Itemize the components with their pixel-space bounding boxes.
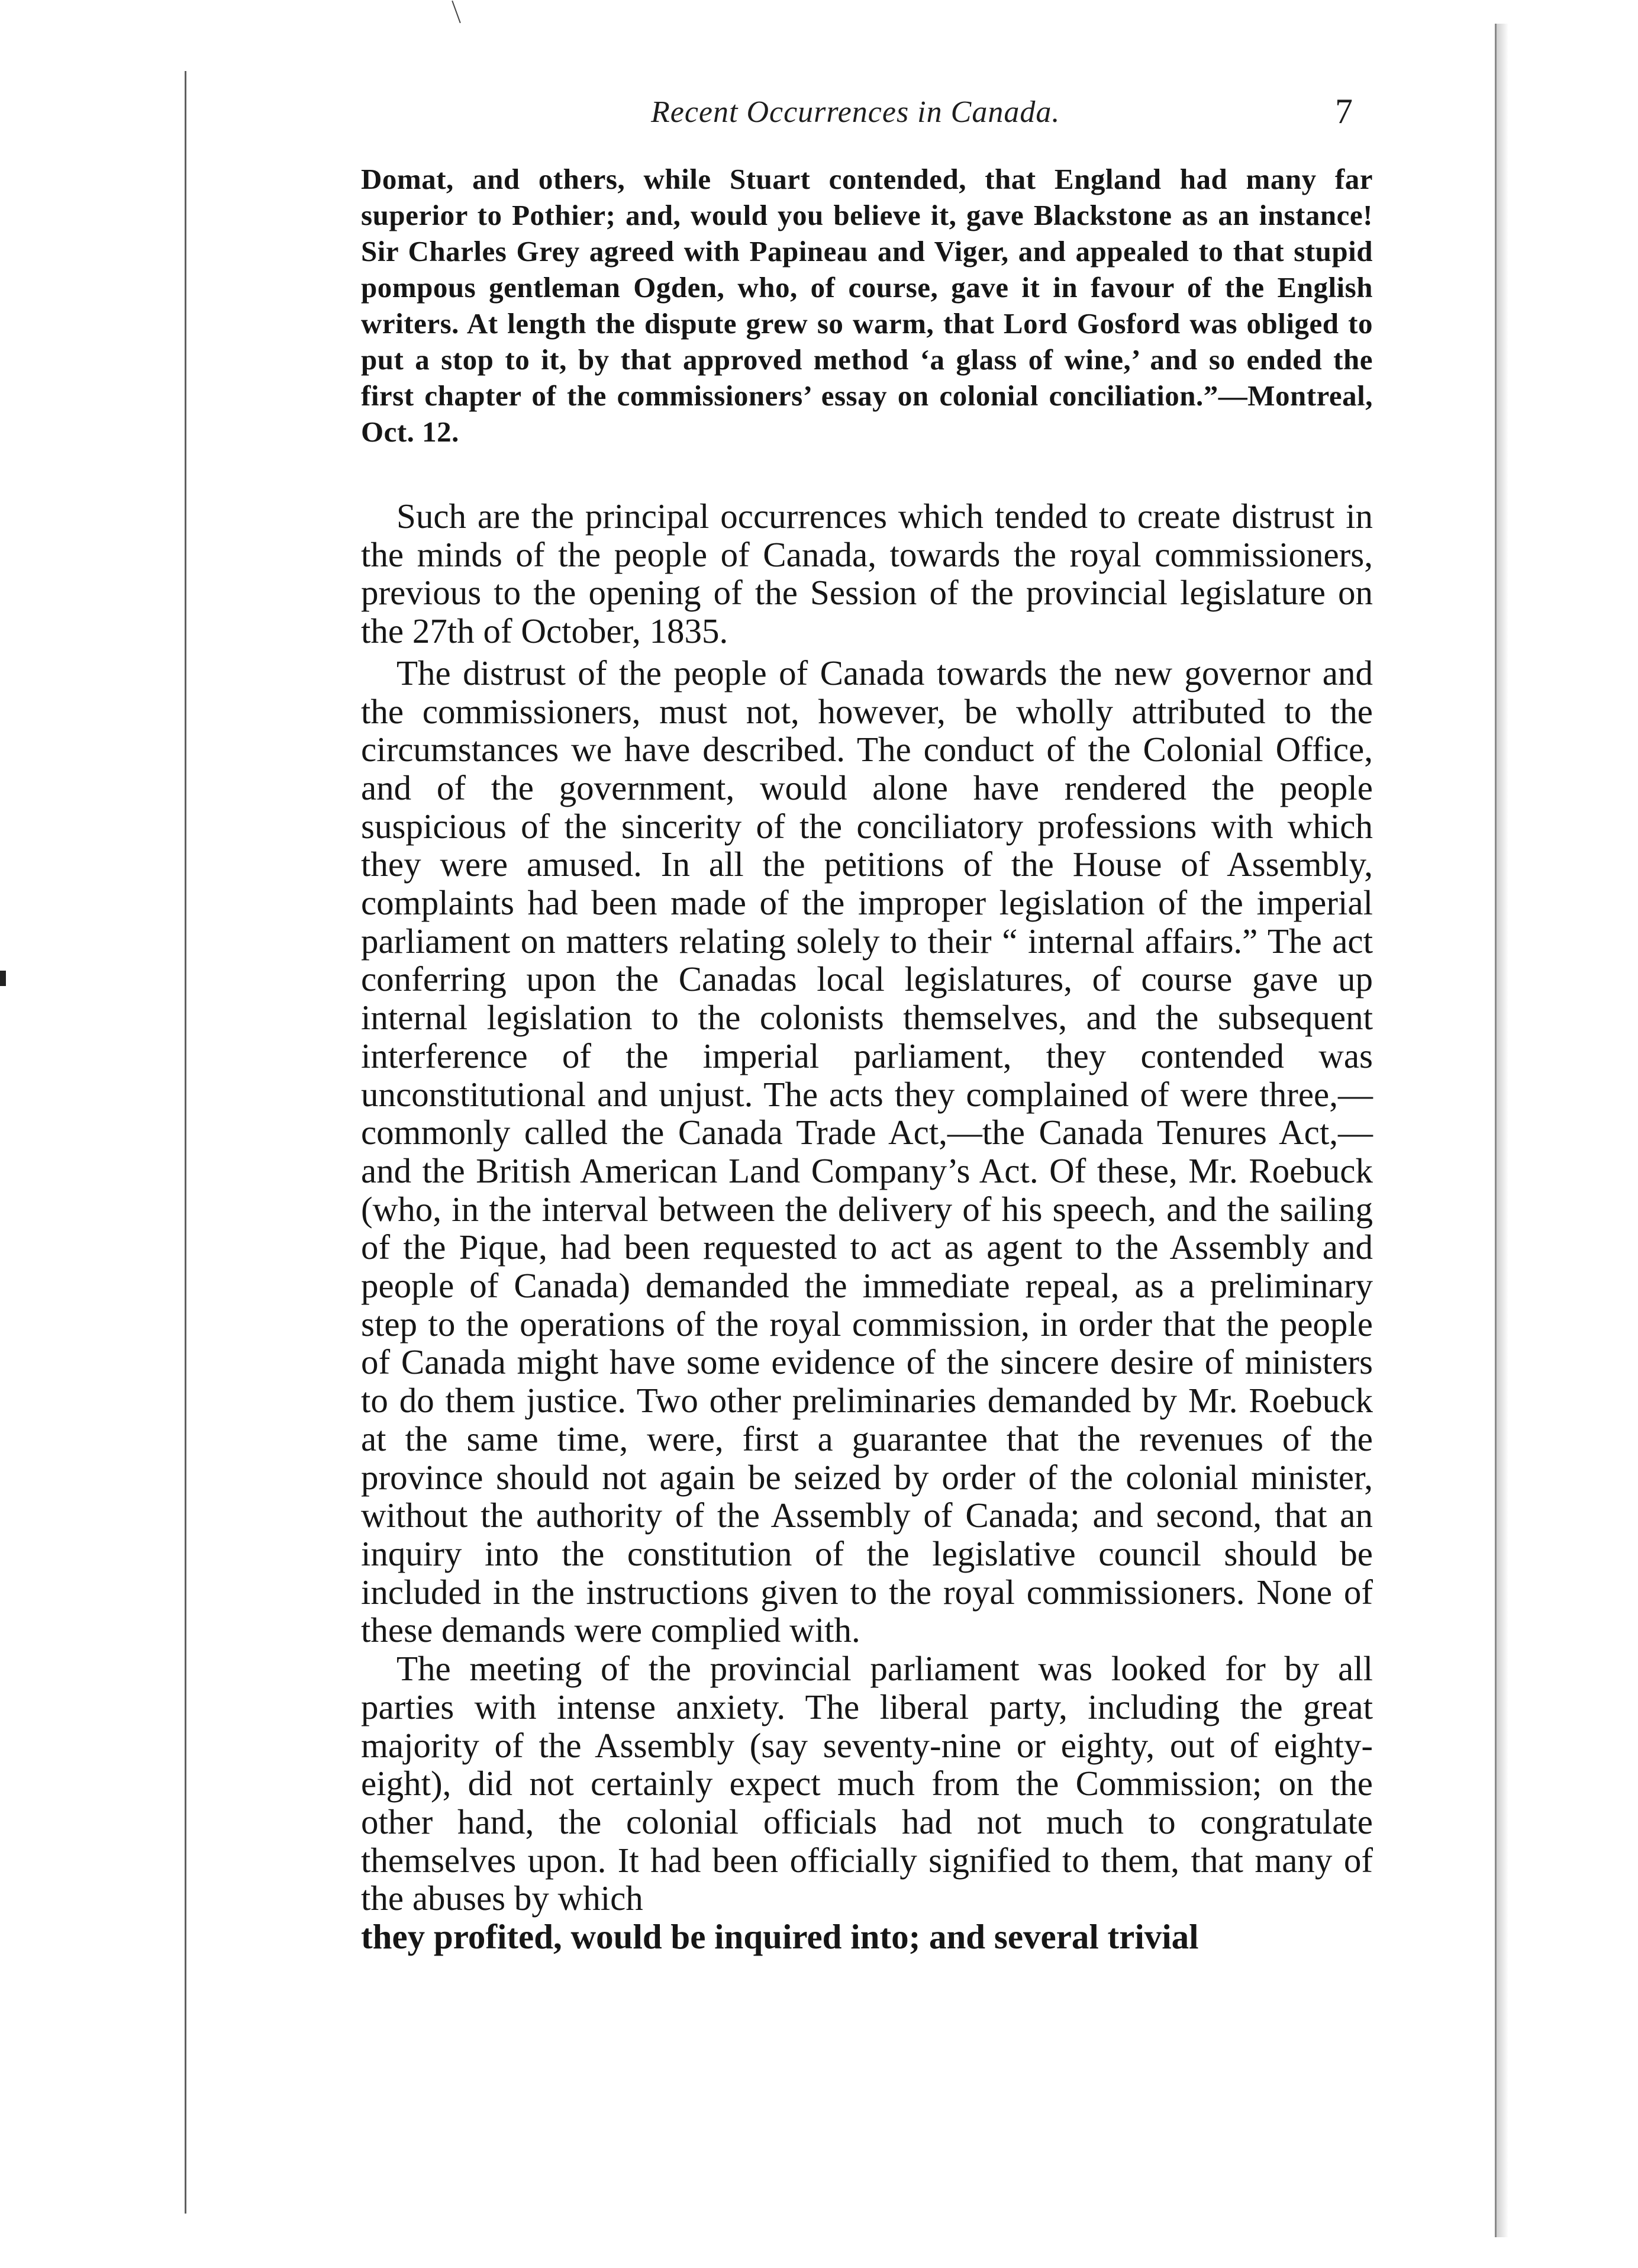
quoted-passage — [361, 161, 1373, 450]
quote-paragraph: Domat, and others, while Stuart contended, that England had many far superior to Pothier; and, would you believe it, gave Blackstone as an instance! Sir Charles Grey agreed with Papineau and Viger, and appealed to that stupid pompous gentleman Ogden, who, of course, gave it in favour of the English writers. At length the dispute grew so warm, that Lord Gosford was obliged to put a stop to it, by that approved method ‘a glass of wine,’ and so ended the first chapter of the commissioners’ essay on colonial conciliation.”—Montreal, Oct. 12. — [361, 163, 1373, 448]
body-paragraph-1: Such are the principal occurrences which tended to create distrust in the minds of the people of Canada, towards the royal commissioners, previous to the opening of the Session of the provincial legislature on the 27th of October, 1835. — [361, 497, 1373, 651]
body-text — [361, 497, 1373, 1956]
body-last-line: they profited, would be inquired into; and several trivial — [361, 1917, 1199, 1957]
running-title: Recent Occurrences in Canada. — [651, 95, 1060, 129]
body-paragraph-3: The meeting of the provincial parliament was looked for by all parties with intense anxiety. The liberal party, including the great majority of the Assembly (say seventy-nine or eighty, out of eighty-eight), did not certainly expect much from the Commission; on the other hand, the colonial officials had not much to congratulate themselves upon. It had been officially signified to them, that many of the abuses by which — [361, 1649, 1373, 1918]
page-right-shadow — [1497, 24, 1508, 2237]
running-head — [367, 92, 1460, 142]
page-left-edge — [185, 71, 186, 2214]
margin-tick-mark — [0, 971, 6, 986]
body-paragraph-2: The distrust of the people of Canada towards the new governor and the commissioners, must not, however, be wholly attributed to the circumstances we have described. The conduct of the Colonial Office, and of the government, would alone have rendered the people suspicious of the sincerity of the conciliatory professions with which they were amused. In all the petitions of the House of Assembly, complaints had been made of the improper legislation of the imperial parliament on matters relating solely to their “ internal affairs.” The act conferring upon the Canadas local legislatures, of course gave up internal legislation to the colonists themselves, and the subsequent interference of the imperial parliament, they contended was unconstitutional and unjust. The acts they complained of were three,—commonly called the Canada Trade Act,—the Canada Tenures Act,—and the British American Land Company’s Act. Of these, Mr. Roebuck (who, in the interval between the delivery of his speech, and the sailing of the Pique, had been requested to act as agent to the Assembly and people of Canada) demanded the immediate repeal, as a preliminary step to the operations of the royal commission, in order that the people of Canada might have some evidence of the sincere desire of ministers to do them justice. Two other preliminaries demanded by Mr. Roebuck at the same time, were, first a guarantee that the revenues of the province should not again be seized by order of the colonial minister, without the authority of the Assembly of Canada; and second, that an inquiry into the constitution of the legislative council should be included in the instructions given to the royal commissioners. None of these demands were complied with. — [361, 653, 1373, 1650]
scan-corner-mark — [452, 1, 461, 23]
page-number: 7 — [1335, 92, 1353, 131]
